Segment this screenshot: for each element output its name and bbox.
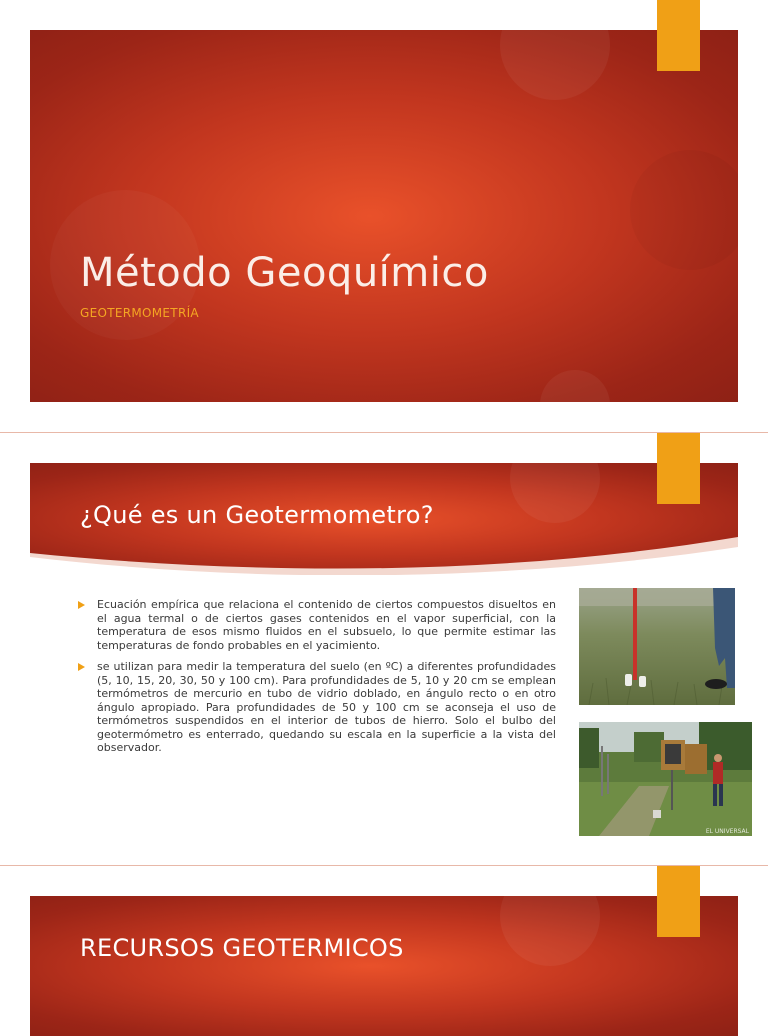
- slide-heading: RECURSOS GEOTERMICOS: [80, 934, 404, 962]
- bullet-text: Ecuación empírica que relaciona el contenido de ciertos compuestos disueltos en el agua termal o de ciertos gases contenidos en el vapor superficial, con la temperatura de esos mismo fluidos en el subsuelo, lo que permite estimar las temperaturas de fondo probables en el yacimiento.: [97, 598, 556, 652]
- banner-wave: [30, 535, 738, 575]
- presentation-subtitle: GEOTERMOMETRÍA: [80, 306, 199, 320]
- accent-tab: [657, 433, 700, 504]
- title-banner: [30, 30, 738, 402]
- bullet-item: [78, 598, 556, 652]
- triangle-bullet-icon: [78, 601, 85, 609]
- bullet-text: se utilizan para medir la temperatura del suelo (en ºC) a diferentes profundidades (5, 10, 15, 20, 30, 50 y 100 cm). Para profundidades de 5, 10 y 20 cm se emplean termómetros de mercurio en tubo de vidrio doblado, en ángulo recto o en otro ángulo apropiado. Para profundidades de 50 y 100 cm se aconseja el uso de termómetros suspendidos en el interior de tubos de hierro. Solo el bulbo del geotermómetro es enterrado, quedando su escala en la superficie a la vista del observador.: [97, 660, 556, 754]
- bullet-item: [78, 660, 556, 755]
- triangle-bullet-icon: [78, 663, 85, 671]
- slide-title: [0, 0, 768, 432]
- bullet-list: [78, 598, 556, 763]
- accent-tab: [657, 0, 700, 71]
- slide-heading: ¿Qué es un Geotermometro?: [80, 501, 434, 529]
- presentation-title: Método Geoquímico: [80, 250, 489, 296]
- slide-geotermometro: [0, 433, 768, 865]
- accent-tab: [657, 866, 700, 937]
- grass-thermometer-photo: [579, 588, 735, 705]
- slide-recursos: [0, 866, 768, 1024]
- weather-station-photo: [579, 722, 752, 836]
- header-banner: [30, 896, 738, 1036]
- photo-watermark: EL UNIVERSAL: [705, 828, 749, 835]
